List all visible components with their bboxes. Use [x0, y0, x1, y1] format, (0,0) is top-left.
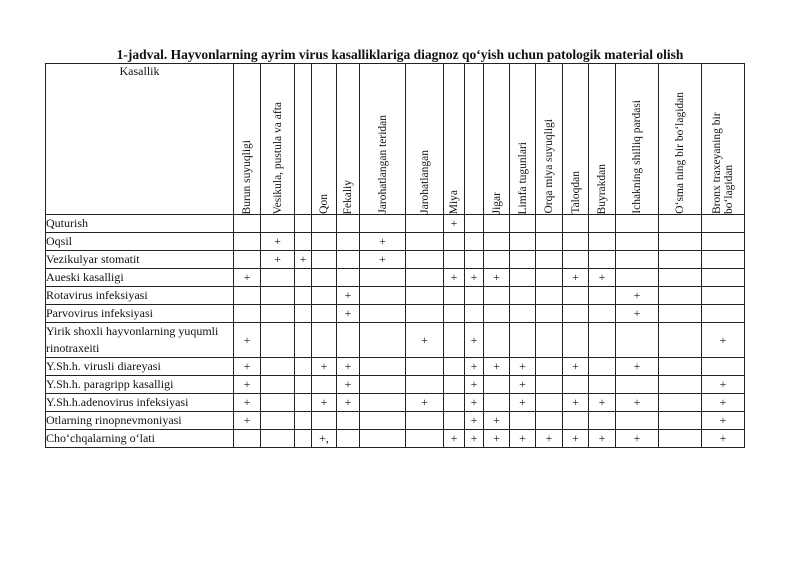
table-cell — [261, 430, 295, 448]
table-cell — [536, 269, 563, 287]
table-cell — [444, 358, 465, 376]
table-cell — [406, 215, 444, 233]
table-cell — [360, 376, 406, 394]
disease-name: Parvovirus infeksiyasi — [46, 305, 234, 323]
table-cell — [261, 394, 295, 412]
table-cell — [659, 430, 702, 448]
table-cell: + — [360, 251, 406, 269]
table-cell — [360, 412, 406, 430]
table-cell: + — [465, 269, 484, 287]
table-cell: + — [465, 430, 484, 448]
table-cell — [536, 305, 563, 323]
table-cell — [312, 305, 337, 323]
column-header — [360, 64, 406, 215]
table-row — [46, 394, 745, 412]
table-cell — [536, 251, 563, 269]
table-cell — [261, 305, 295, 323]
table-cell: + — [465, 323, 484, 358]
table-cell — [510, 269, 536, 287]
table-cell — [702, 269, 745, 287]
table-cell: + — [406, 394, 444, 412]
table-cell — [444, 323, 465, 358]
table-cell: + — [702, 430, 745, 448]
table-cell — [702, 251, 745, 269]
table-cell: + — [465, 394, 484, 412]
table-cell — [659, 323, 702, 358]
table-cell: + — [234, 412, 261, 430]
table-cell: + — [312, 358, 337, 376]
table-cell — [616, 233, 659, 251]
table-row — [46, 233, 745, 251]
table-cell — [484, 305, 510, 323]
table-cell — [337, 215, 360, 233]
table-cell — [234, 251, 261, 269]
column-header — [295, 64, 312, 215]
table-cell — [465, 215, 484, 233]
table-cell: + — [616, 287, 659, 305]
disease-name: Quturish — [46, 215, 234, 233]
table-cell — [295, 430, 312, 448]
table-cell: + — [616, 430, 659, 448]
table-cell — [295, 376, 312, 394]
table-cell — [563, 376, 589, 394]
table-cell: + — [261, 233, 295, 251]
table-cell: + — [234, 394, 261, 412]
table-cell — [510, 233, 536, 251]
table-cell — [312, 287, 337, 305]
table-cell — [312, 412, 337, 430]
table-cell — [536, 287, 563, 305]
table-cell: + — [465, 376, 484, 394]
table-cell: + — [589, 269, 616, 287]
table-cell — [563, 287, 589, 305]
disease-name: Y.Sh.h.adenovirus infeksiyasi — [46, 394, 234, 412]
column-header-label: Jigar — [490, 191, 503, 214]
table-cell — [234, 287, 261, 305]
table-cell — [295, 215, 312, 233]
table-cell — [589, 287, 616, 305]
table-cell: + — [563, 394, 589, 412]
table-cell — [295, 305, 312, 323]
column-header — [616, 64, 659, 215]
table-cell — [563, 323, 589, 358]
table-cell: + — [616, 394, 659, 412]
table-cell — [563, 215, 589, 233]
table-cell — [510, 215, 536, 233]
table-row — [46, 430, 745, 448]
table-cell — [234, 430, 261, 448]
table-cell — [337, 233, 360, 251]
table-cell: + — [406, 323, 444, 358]
table-cell — [616, 251, 659, 269]
table-cell — [360, 358, 406, 376]
table-cell — [234, 233, 261, 251]
disease-name: Yirik shoxli hayvonlarning yuqumli rinotraxeiti — [46, 323, 234, 358]
table-cell: + — [444, 215, 465, 233]
disease-name: Otlarning rinopnevmoniyasi — [46, 412, 234, 430]
table-cell: + — [337, 358, 360, 376]
disease-name: Aueski kasalligi — [46, 269, 234, 287]
column-header — [563, 64, 589, 215]
table-cell — [563, 305, 589, 323]
table-cell — [444, 412, 465, 430]
table-cell — [261, 323, 295, 358]
diagnosis-material-table — [45, 63, 745, 448]
table-cell — [589, 358, 616, 376]
column-header — [659, 64, 702, 215]
table-cell — [510, 412, 536, 430]
table-row — [46, 269, 745, 287]
table-row — [46, 287, 745, 305]
table-cell — [484, 394, 510, 412]
table-cell — [484, 215, 510, 233]
table-cell: + — [484, 269, 510, 287]
table-cell: + — [337, 376, 360, 394]
table-cell — [406, 376, 444, 394]
table-cell — [616, 412, 659, 430]
table-cell — [484, 287, 510, 305]
column-header — [312, 64, 337, 215]
table-cell — [261, 287, 295, 305]
table-cell — [659, 358, 702, 376]
table-cell — [444, 394, 465, 412]
table-cell — [659, 412, 702, 430]
table-cell — [406, 251, 444, 269]
table-cell: + — [536, 430, 563, 448]
table-row — [46, 251, 745, 269]
table-cell — [406, 269, 444, 287]
table-cell — [659, 287, 702, 305]
table-cell: + — [261, 251, 295, 269]
table-cell — [360, 215, 406, 233]
table-cell — [616, 269, 659, 287]
table-cell — [444, 233, 465, 251]
table-cell: + — [234, 269, 261, 287]
table-cell: + — [444, 430, 465, 448]
table-cell — [261, 376, 295, 394]
table-cell — [484, 251, 510, 269]
table-cell — [234, 215, 261, 233]
table-cell — [295, 233, 312, 251]
table-cell — [659, 394, 702, 412]
table-cell: +, — [312, 430, 337, 448]
column-header — [536, 64, 563, 215]
column-header-label: Vesikula, pustula va afta — [271, 101, 284, 214]
table-cell — [536, 215, 563, 233]
table-cell — [337, 323, 360, 358]
column-header-label: Jarohatlangan teridan — [376, 115, 389, 214]
table-cell: + — [702, 394, 745, 412]
table-cell — [360, 305, 406, 323]
table-cell: + — [337, 287, 360, 305]
column-header — [510, 64, 536, 215]
table-cell: + — [510, 430, 536, 448]
column-header-label: Bronx traxeyaning bir bo‘lagidan — [711, 112, 735, 214]
table-row — [46, 358, 745, 376]
table-cell — [444, 287, 465, 305]
table-cell: + — [589, 430, 616, 448]
table-cell: + — [616, 358, 659, 376]
table-cell — [295, 412, 312, 430]
column-header-label: Orqa miya suyuqligi — [543, 119, 555, 214]
column-header — [406, 64, 444, 215]
table-cell: + — [616, 305, 659, 323]
table-cell: + — [702, 323, 745, 358]
column-header — [444, 64, 465, 215]
table-cell: + — [702, 412, 745, 430]
table-cell: + — [589, 394, 616, 412]
disease-name: Oqsil — [46, 233, 234, 251]
table-cell — [406, 412, 444, 430]
table-cell — [702, 287, 745, 305]
table-cell — [312, 376, 337, 394]
column-header — [484, 64, 510, 215]
table-title: 1-jadval. Hayvonlarning ayrim virus kasalliklariga diagnoz qo‘yish uchun patologik material olish — [116, 47, 684, 62]
column-header-label: Burun suyuqligi — [241, 139, 253, 214]
table-cell: + — [360, 233, 406, 251]
table-cell — [536, 412, 563, 430]
table-cell: + — [234, 376, 261, 394]
table-cell — [563, 412, 589, 430]
table-cell — [360, 269, 406, 287]
column-header — [337, 64, 360, 215]
column-header — [702, 64, 745, 215]
table-cell — [312, 251, 337, 269]
column-header-label: Qon — [318, 194, 330, 214]
table-cell — [510, 305, 536, 323]
table-cell — [312, 215, 337, 233]
table-cell — [360, 323, 406, 358]
table-cell — [295, 323, 312, 358]
table-cell — [465, 305, 484, 323]
table-cell: + — [234, 358, 261, 376]
table-cell — [261, 358, 295, 376]
table-cell: + — [444, 269, 465, 287]
table-row — [46, 305, 745, 323]
table-cell — [337, 412, 360, 430]
disease-name: Y.Sh.h. virusli diareyasi — [46, 358, 234, 376]
table-cell — [563, 251, 589, 269]
table-cell: + — [295, 251, 312, 269]
table-cell — [589, 305, 616, 323]
table-cell — [702, 358, 745, 376]
disease-name: Rotavirus infeksiyasi — [46, 287, 234, 305]
table-cell — [589, 215, 616, 233]
disease-name: Y.Sh.h. paragripp kasalligi — [46, 376, 234, 394]
table-cell — [337, 430, 360, 448]
table-cell — [444, 376, 465, 394]
table-cell: + — [337, 305, 360, 323]
table-cell — [444, 305, 465, 323]
table-cell — [702, 215, 745, 233]
table-cell — [702, 233, 745, 251]
table-cell — [337, 251, 360, 269]
table-row — [46, 412, 745, 430]
table-cell — [360, 394, 406, 412]
table-cell — [536, 358, 563, 376]
table-cell — [406, 305, 444, 323]
table-cell: + — [337, 394, 360, 412]
column-header — [261, 64, 295, 215]
table-cell — [444, 251, 465, 269]
table-cell — [295, 287, 312, 305]
column-header — [234, 64, 261, 215]
table-cell — [261, 215, 295, 233]
table-cell — [295, 358, 312, 376]
table-cell — [465, 251, 484, 269]
table-cell — [337, 269, 360, 287]
table-cell — [465, 233, 484, 251]
table-cell — [312, 323, 337, 358]
table-cell: + — [563, 269, 589, 287]
table-cell — [659, 233, 702, 251]
table-cell — [484, 323, 510, 358]
column-header — [465, 64, 484, 215]
table-cell — [536, 323, 563, 358]
table-cell — [536, 233, 563, 251]
table-cell — [563, 233, 589, 251]
table-cell — [659, 251, 702, 269]
table-cell: + — [465, 412, 484, 430]
column-header — [589, 64, 616, 215]
table-row — [46, 323, 745, 358]
table-cell — [702, 305, 745, 323]
table-cell — [536, 394, 563, 412]
table-cell — [589, 323, 616, 358]
table-cell — [261, 412, 295, 430]
table-cell — [261, 269, 295, 287]
table-cell — [360, 430, 406, 448]
table-cell — [659, 269, 702, 287]
table-cell — [234, 305, 261, 323]
table-cell — [312, 269, 337, 287]
table-cell — [406, 233, 444, 251]
column-header-label: Ichakning shilliq pardasi — [631, 100, 643, 214]
table-cell: + — [702, 376, 745, 394]
table-cell — [406, 358, 444, 376]
table-cell — [589, 412, 616, 430]
column-header-label: Buyrakdan — [596, 163, 608, 214]
table-cell: + — [510, 376, 536, 394]
table-cell — [360, 287, 406, 305]
table-cell — [406, 287, 444, 305]
column-header-label: Taloqdan — [569, 171, 582, 214]
column-header-disease: Kasallik — [46, 64, 234, 215]
column-header-label: Miya — [448, 189, 460, 214]
disease-name: Vezikulyar stomatit — [46, 251, 234, 269]
table-cell: + — [563, 358, 589, 376]
table-row — [46, 215, 745, 233]
column-header-label: Limfa tugunlari — [516, 141, 529, 214]
table-cell — [406, 430, 444, 448]
table-cell — [295, 269, 312, 287]
table-cell — [589, 251, 616, 269]
table-cell — [616, 376, 659, 394]
table-cell: + — [484, 412, 510, 430]
table-cell: + — [510, 394, 536, 412]
column-header-label: O‘sma ning bir bo‘lagidan — [674, 92, 686, 214]
column-header-label: Jarohatlangan — [418, 150, 431, 214]
table-cell: + — [563, 430, 589, 448]
table-cell — [616, 215, 659, 233]
table-cell — [510, 323, 536, 358]
table-cell: + — [510, 358, 536, 376]
table-cell: + — [465, 358, 484, 376]
table-cell — [465, 287, 484, 305]
column-header-label: Fekaliy — [342, 179, 354, 214]
table-cell — [484, 233, 510, 251]
table-cell: + — [484, 358, 510, 376]
table-cell — [589, 233, 616, 251]
table-cell — [659, 215, 702, 233]
table-cell — [536, 376, 563, 394]
table-cell — [295, 394, 312, 412]
table-cell — [510, 287, 536, 305]
table-cell: + — [234, 323, 261, 358]
table-cell: + — [484, 430, 510, 448]
table-cell — [659, 305, 702, 323]
table-cell — [616, 323, 659, 358]
table-row — [46, 376, 745, 394]
table-cell — [659, 376, 702, 394]
table-cell: + — [312, 394, 337, 412]
table-cell — [484, 376, 510, 394]
table-cell — [589, 376, 616, 394]
table-cell — [510, 251, 536, 269]
disease-name: Cho‘chqalarning o‘lati — [46, 430, 234, 448]
table-cell — [312, 233, 337, 251]
